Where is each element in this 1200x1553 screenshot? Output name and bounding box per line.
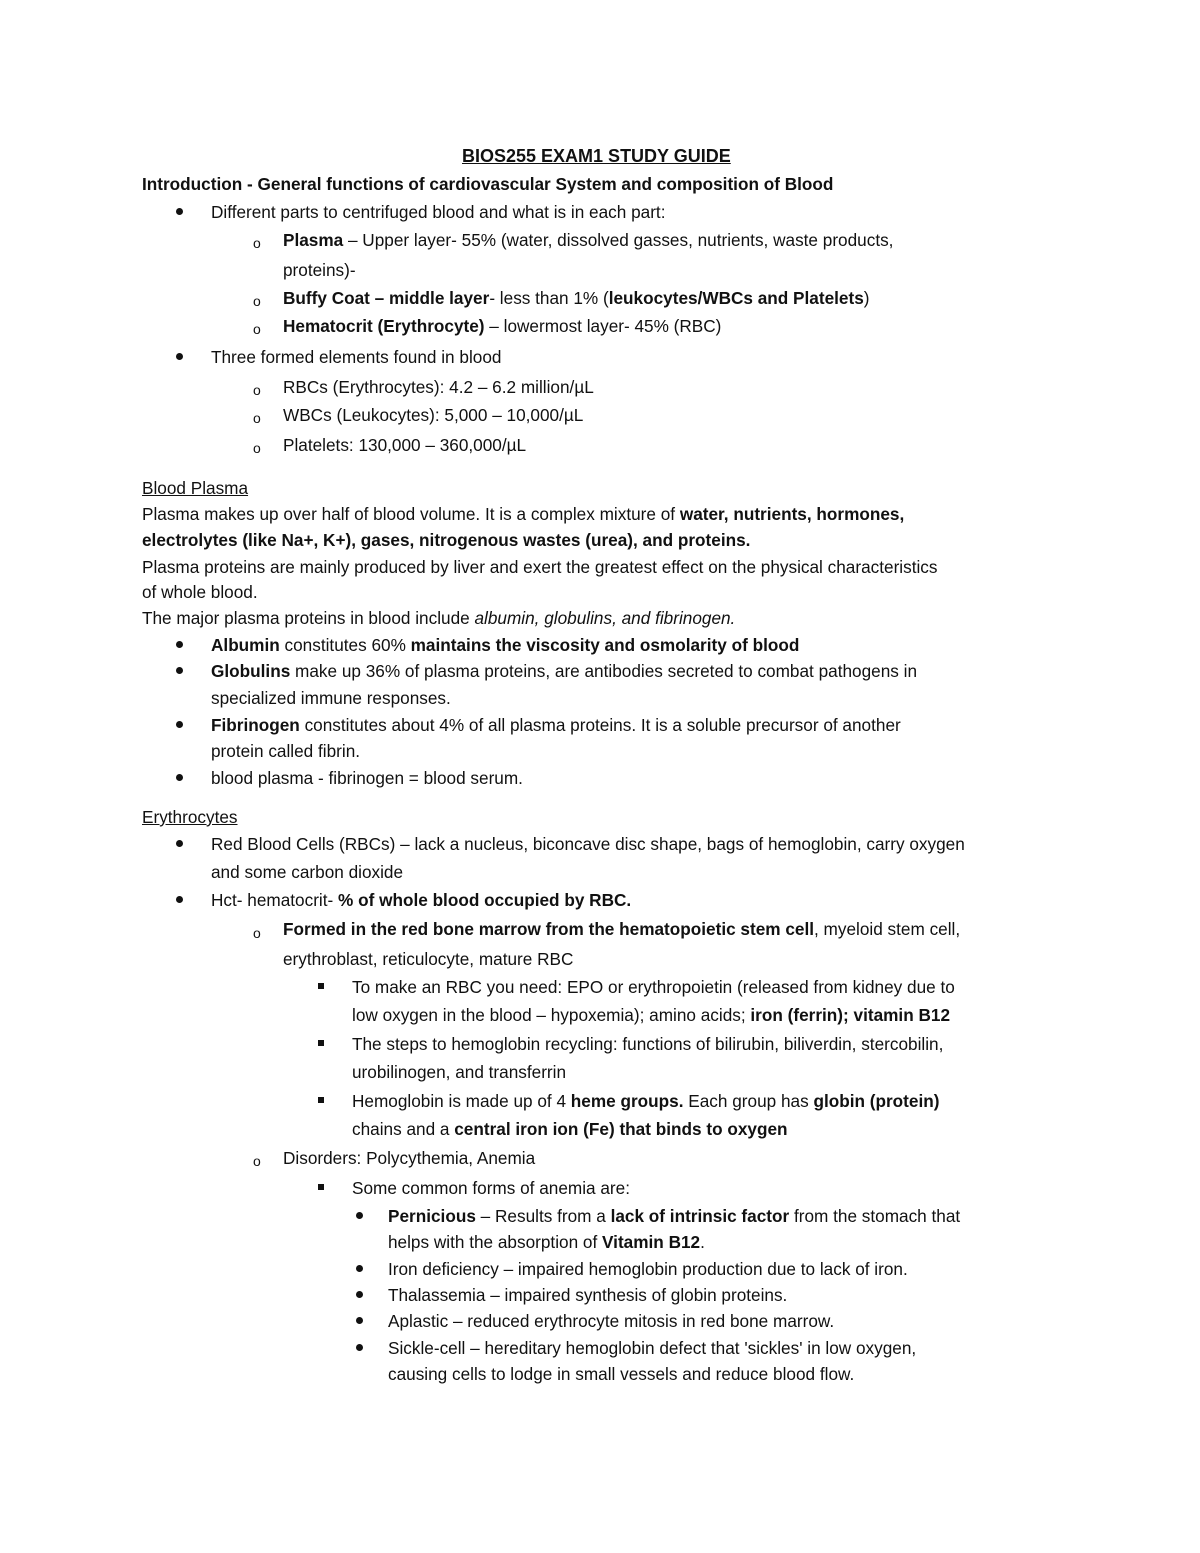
text-run: Plasma makes up over half of blood volume. It is a complex mixture of [142,504,680,524]
text-run-bold: globin (protein) [813,1091,940,1111]
pernicious-line-2 [388,1234,705,1251]
circle-bullet-icon: o [253,321,261,337]
list-item-cont: causing cells to lodge in small vessels and reduce blood flow. [388,1364,855,1384]
bullet-icon [356,1317,363,1324]
globulins-desc: make up 36% of plasma proteins, are antibodies secreted to combat pathogens in [290,661,918,681]
paragraph-line: electrolytes (like Na+, K+), gases, nitrogenous wastes (urea), and proteins. [142,530,751,550]
bullet-icon [356,1212,363,1219]
list-item: Different parts to centrifuged blood and what is in each part: [211,202,666,222]
text-run-bold: iron (ferrin); vitamin B12 [750,1005,951,1025]
circle-bullet-icon: o [253,1153,261,1169]
text-run-bold: lack of intrinsic factor [610,1206,790,1226]
bullet-icon [176,353,183,360]
text-run: helps with the absorption of [388,1232,603,1252]
circle-bullet-icon: o [253,235,261,251]
plasma-label: Plasma [283,230,344,250]
bullet-icon [176,208,183,215]
text-run: The major plasma proteins in blood include [142,608,475,628]
list-item: Three formed elements found in blood [211,347,502,367]
list-item-cont: and some carbon dioxide [211,862,404,882]
circle-bullet-icon: o [253,925,261,941]
text-run-bold: central iron ion (Fe) that binds to oxygen [454,1119,788,1139]
list-item: Iron deficiency – impaired hemoglobin production due to lack of iron. [388,1259,908,1279]
text-run-bold: Formed in the red bone marrow from the hematopoietic stem cell [283,919,814,939]
albumin-bold: maintains the viscosity and osmolarity of blood [410,635,800,655]
square-bullet-icon [318,1184,324,1190]
bullet-icon [176,721,183,728]
buffy-label: Buffy Coat – middle layer [283,288,490,308]
pernicious-line [388,1208,960,1225]
hematocrit-label: Hematocrit (Erythrocyte) [283,316,485,336]
buffy-coat-line [283,290,870,307]
list-item: WBCs (Leukocytes): 5,000 – 10,000/µL [283,405,584,425]
text-run-bold: Vitamin B12 [602,1232,701,1252]
paragraph-line: of whole blood. [142,582,258,602]
formation-line-2: erythroblast, reticulocyte, mature RBC [283,949,574,969]
text-run: Hemoglobin is made up of 4 [352,1091,571,1111]
buffy-end: ) [863,288,870,308]
page-title: BIOS255 EXAM1 STUDY GUIDE [462,146,731,166]
paragraph-line [142,506,904,523]
text-run: Hct- hematocrit- [211,890,339,910]
list-item: Red Blood Cells (RBCs) – lack a nucleus, biconcave disc shape, bags of hemoglobin, carry oxygen [211,834,965,854]
buffy-bold: leukocytes/WBCs and Platelets [608,288,864,308]
section-heading-plasma: Blood Plasma [142,478,249,498]
text-run-bold: % of whole blood occupied by RBC. [338,890,632,910]
hemoglobin-line-2 [352,1121,788,1138]
plasma-layer-line-2: proteins)- [283,260,356,280]
circle-bullet-icon: o [253,440,261,456]
text-run: chains and a [352,1119,455,1139]
plasma-layer-line [283,232,893,249]
paragraph-line [142,610,735,627]
paragraph-line: Plasma proteins are mainly produced by liver and exert the greatest effect on the physical characteristics [142,557,938,577]
intro-heading: Introduction - General functions of cardiovascular System and composition of Blood [142,174,834,194]
albumin-label: Albumin [211,635,280,655]
text-run-bold: Pernicious [388,1206,476,1226]
bullet-icon [176,667,183,674]
text-run: . [700,1232,705,1252]
bullet-icon [176,774,183,781]
albumin-line [211,637,799,654]
circle-bullet-icon: o [253,410,261,426]
text-run: Each group has [683,1091,814,1111]
fibrinogen-line-2: protein called fibrin. [211,741,361,761]
square-bullet-icon [318,983,324,989]
list-item: The steps to hemoglobin recycling: functions of bilirubin, biliverdin, stercobilin, [352,1034,944,1054]
fibrinogen-label: Fibrinogen [211,715,300,735]
list-item-cont [352,1007,950,1024]
list-item: Sickle-cell – hereditary hemoglobin defect that 'sickles' in low oxygen, [388,1338,917,1358]
circle-bullet-icon: o [253,382,261,398]
list-item: Thalassemia – impaired synthesis of globin proteins. [388,1285,788,1305]
list-item: Aplastic – reduced erythrocyte mitosis in red bone marrow. [388,1311,835,1331]
bullet-icon [356,1291,363,1298]
albumin-desc: constitutes 60% [279,635,411,655]
bullet-icon [356,1344,363,1351]
formation-line [283,921,960,938]
text-run-italic: albumin, globulins, and fibrinogen. [474,608,736,628]
globulins-label: Globulins [211,661,291,681]
section-heading-erythrocytes: Erythrocytes [142,807,238,827]
bullet-icon [176,641,183,648]
hemoglobin-line [352,1093,939,1110]
text-run-bold: heme groups. [570,1091,684,1111]
fibrinogen-line [211,717,901,734]
buffy-desc: - less than 1% ( [489,288,609,308]
text-run: , myeloid stem cell, [814,919,961,939]
bullet-icon [356,1265,363,1272]
list-item-cont: urobilinogen, and transferrin [352,1062,567,1082]
list-item: Some common forms of anemia are: [352,1178,630,1198]
bullet-icon [176,840,183,847]
hematocrit-line [283,318,721,335]
fibrinogen-desc: constitutes about 4% of all plasma proteins. It is a soluble precursor of another [299,715,901,735]
list-item: To make an RBC you need: EPO or erythropoietin (released from kidney due to [352,977,955,997]
bullet-icon [176,896,183,903]
plasma-desc: – Upper layer- 55% (water, dissolved gasses, nutrients, waste products, [343,230,894,250]
globulins-line-2: specialized immune responses. [211,688,451,708]
list-item: Disorders: Polycythemia, Anemia [283,1148,536,1168]
square-bullet-icon [318,1097,324,1103]
list-item: Platelets: 130,000 – 360,000/µL [283,435,527,455]
circle-bullet-icon: o [253,293,261,309]
square-bullet-icon [318,1040,324,1046]
hct-line [211,892,631,909]
text-run: low oxygen in the blood – hypoxemia); amino acids; [352,1005,751,1025]
text-run: from the stomach that [789,1206,961,1226]
text-run-bold: water, nutrients, hormones, [679,504,905,524]
text-run: – Results from a [475,1206,611,1226]
list-item: blood plasma - fibrinogen = blood serum. [211,768,523,788]
list-item: RBCs (Erythrocytes): 4.2 – 6.2 million/µL [283,377,594,397]
globulins-line [211,663,917,680]
hematocrit-desc: – lowermost layer- 45% (RBC) [484,316,722,336]
